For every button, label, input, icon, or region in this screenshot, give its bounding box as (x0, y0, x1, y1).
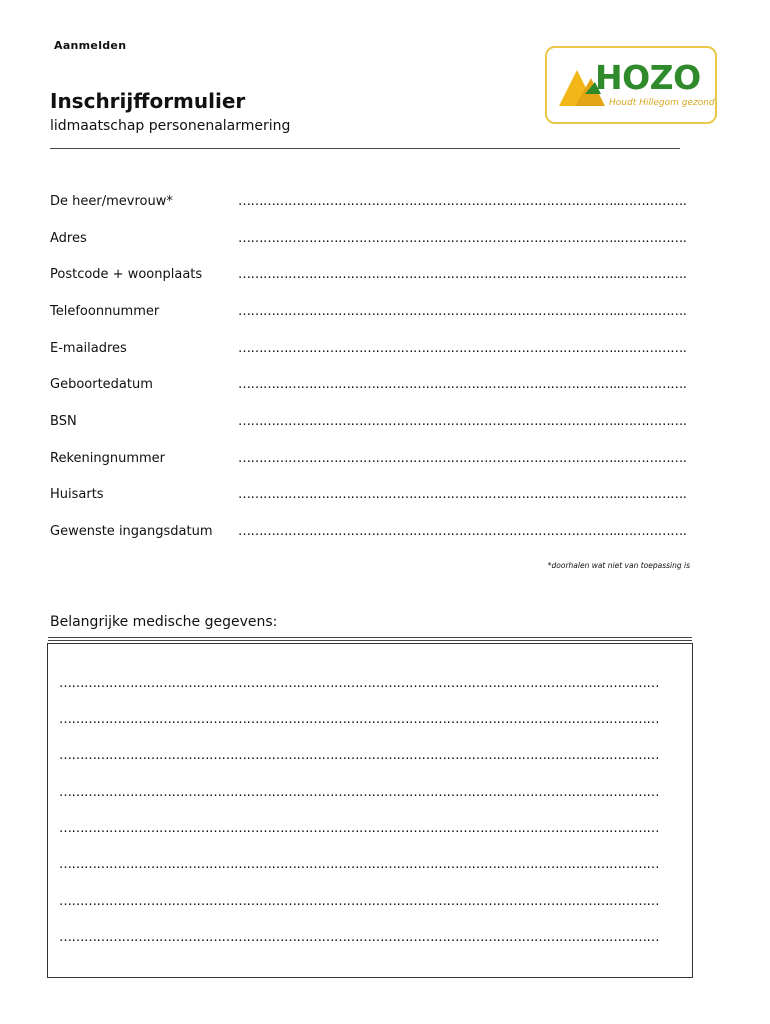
field-input-gp[interactable]: ………………………………………………………………………………..……………. (238, 487, 686, 502)
field-label-bsn: BSN (50, 414, 77, 429)
field-label-birthdate: Geboortedatum (50, 377, 153, 392)
field-label-start-date: Gewenste ingangsdatum (50, 524, 213, 539)
field-label-account: Rekeningnummer (50, 451, 166, 466)
field-input-email[interactable]: ………………………………………………………………………………..……………. (238, 341, 686, 356)
logo-brand: HOZO (595, 58, 701, 97)
field-input-bsn[interactable]: ………………………………………………………………………………..……………. (238, 414, 686, 429)
field-label-phone: Telefoonnummer (50, 304, 160, 319)
footnote: *doorhalen wat niet van toepassing is (547, 561, 690, 570)
field-input-start-date[interactable]: ………………………………………………………………………………..……………. (238, 524, 686, 539)
field-input-postcode[interactable]: ………………………………………………………………………………..……………. (238, 267, 686, 282)
field-input-account[interactable]: ………………………………………………………………………………..……………. (238, 451, 686, 466)
field-label-email: E-mailadres (50, 341, 127, 356)
top-label: Aanmelden (54, 39, 127, 52)
medical-line[interactable]: ……………………………………………………………………………………………………………………………… (59, 930, 659, 945)
medical-line[interactable]: ……………………………………………………………………………………………………………………………… (59, 821, 659, 836)
field-label-address: Adres (50, 231, 87, 246)
medical-line[interactable]: ……………………………………………………………………………………………………………………………… (59, 857, 659, 872)
field-input-birthdate[interactable]: ………………………………………………………………………………..……………. (238, 377, 686, 392)
medical-line[interactable]: ……………………………………………………………………………………………………………………………… (59, 748, 659, 763)
field-label-name: De heer/mevrouw* (50, 194, 173, 209)
medical-info-box[interactable] (47, 643, 693, 978)
medical-line[interactable]: ……………………………………………………………………………………………………………………………… (59, 894, 659, 909)
medical-divider (48, 637, 692, 638)
medical-line[interactable]: ……………………………………………………………………………………………………………………………… (59, 712, 659, 727)
medical-line[interactable]: ……………………………………………………………………………………………………………………………… (59, 676, 659, 691)
field-input-name[interactable]: ………………………………………………………………………………..……………. (238, 194, 686, 209)
field-input-address[interactable]: ………………………………………………………………………………..……………. (238, 231, 686, 246)
field-input-phone[interactable]: ………………………………………………………………………………..……………. (238, 304, 686, 319)
field-label-postcode: Postcode + woonplaats (50, 267, 203, 282)
medical-section-title: Belangrijke medische gegevens: (50, 614, 278, 630)
title-divider (50, 148, 680, 149)
logo-tagline: Houdt Hillegom gezond (609, 98, 715, 108)
page-title: Inschrijfformulier (50, 89, 246, 113)
medical-line[interactable]: ……………………………………………………………………………………………………………………………… (59, 785, 659, 800)
medical-divider-second (48, 640, 692, 641)
hozo-logo (545, 46, 717, 124)
field-label-gp: Huisarts (50, 487, 104, 502)
page-subtitle: lidmaatschap personenalarmering (50, 118, 291, 134)
